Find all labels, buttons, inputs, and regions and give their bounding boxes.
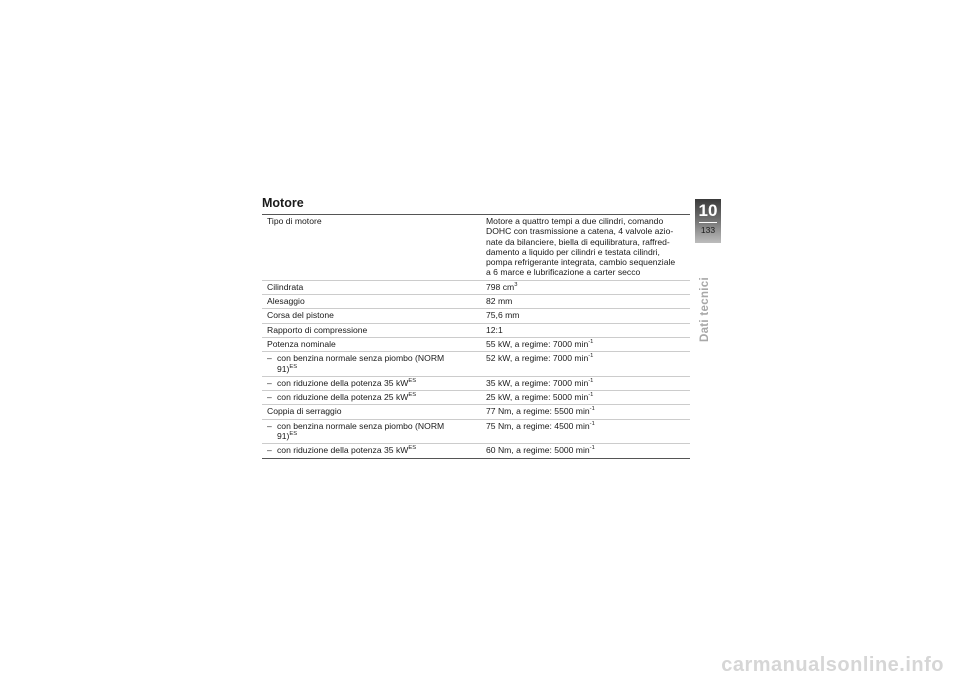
spec-value <box>473 444 690 458</box>
unit-superscript: -1 <box>589 406 595 413</box>
unit-superscript: 3 <box>514 281 518 288</box>
spec-value-text: 77 Nm, a regime: 5500 min <box>486 406 590 417</box>
table-row <box>262 391 690 405</box>
spec-value <box>473 280 690 294</box>
spec-value: 75,6 mm <box>473 309 690 323</box>
table-row <box>262 376 690 390</box>
spec-value-line: DOHC con trasmissione a catena, 4 valvole azio- <box>486 226 674 237</box>
spec-label: Coppia di serraggio <box>262 405 473 419</box>
spec-value <box>473 405 690 419</box>
spec-value-text: 798 cm <box>486 281 515 292</box>
spec-label: Potenza nominale <box>262 337 473 351</box>
dash-bullet: – <box>267 392 272 403</box>
spec-label: Tipo di motore <box>262 215 473 281</box>
spec-value <box>473 337 690 351</box>
dash-bullet: – <box>267 377 272 388</box>
spec-value-text: 25 kW, a regime: 5000 min <box>486 392 589 403</box>
spec-label-line: con benzina normale senza piombo (NORM <box>277 420 445 431</box>
spec-value <box>473 376 690 390</box>
spec-label: Alesaggio <box>262 295 473 309</box>
watermark: carmanualsonline.info <box>721 654 944 676</box>
dash-bullet: – <box>267 420 272 431</box>
unit-superscript: -1 <box>588 339 594 346</box>
spec-sub-label-text <box>267 445 473 455</box>
spec-sub-label <box>262 444 473 458</box>
spec-value-text: 60 Nm, a regime: 5000 min <box>486 445 590 456</box>
spec-label: Rapporto di compressione <box>262 323 473 337</box>
spec-value-text: 52 kW, a regime: 7000 min <box>486 353 589 364</box>
table-row <box>262 352 690 377</box>
table-row <box>262 419 690 444</box>
table-row <box>262 215 690 281</box>
footnote-marker: ES <box>408 445 417 452</box>
spec-label-line: con benzina normale senza piombo (NORM <box>277 353 445 364</box>
spec-label-line: con riduzione della potenza 35 kW <box>277 377 409 388</box>
spec-value <box>473 419 690 444</box>
spec-label-line: con riduzione della potenza 35 kW <box>277 445 409 456</box>
table-row <box>262 295 690 309</box>
table-row <box>262 323 690 337</box>
table-row <box>262 337 690 351</box>
chapter-tab-divider <box>699 222 717 223</box>
spec-sub-label-text <box>267 378 473 388</box>
footnote-marker: ES <box>408 392 417 399</box>
table-row <box>262 444 690 458</box>
engine-spec-table <box>262 214 690 459</box>
spec-label-line: 91) <box>277 363 290 374</box>
footnote-marker: ES <box>289 363 298 370</box>
spec-value-line: nate da bilanciere, biella di equilibratura, raffred- <box>486 236 670 247</box>
chapter-name: Dati tecnici <box>699 277 711 342</box>
spec-label-line: 91) <box>277 431 290 442</box>
spec-value-line: Motore a quattro tempi a due cilindri, comando <box>486 216 664 226</box>
dash-bullet: – <box>267 445 272 456</box>
table-row <box>262 280 690 294</box>
spec-value <box>473 352 690 377</box>
spec-sub-label <box>262 376 473 390</box>
spec-value <box>473 215 690 281</box>
spec-value <box>473 391 690 405</box>
spec-label: Corsa del pistone <box>262 309 473 323</box>
spec-sub-label-text <box>267 421 473 442</box>
spec-sub-label <box>262 419 473 444</box>
spec-value-line: damento a liquido per cilindri e testata cilindri, <box>486 246 660 257</box>
spec-label-line: con riduzione della potenza 25 kW <box>277 392 409 403</box>
spec-value-line: a 6 marce e lubrificazione a carter secco <box>486 267 641 278</box>
spec-label: Cilindrata <box>262 280 473 294</box>
spec-value-text: 35 kW, a regime: 7000 min <box>486 377 589 388</box>
unit-superscript: -1 <box>588 392 594 399</box>
spec-value-text: 55 kW, a regime: 7000 min <box>486 338 589 349</box>
spec-sub-label-text <box>267 353 473 374</box>
spec-value-line: pompa refrigerante integrata, cambio sequenziale <box>486 257 676 268</box>
unit-superscript: -1 <box>588 353 594 360</box>
spec-sub-label <box>262 352 473 377</box>
chapter-tab <box>695 199 721 243</box>
unit-superscript: -1 <box>589 420 595 427</box>
chapter-number: 10 <box>698 201 718 220</box>
table-row <box>262 405 690 419</box>
unit-superscript: -1 <box>589 445 595 452</box>
spec-value: 82 mm <box>473 295 690 309</box>
footnote-marker: ES <box>408 378 417 384</box>
page-number: 133 <box>700 225 716 235</box>
table-row <box>262 309 690 323</box>
section-title: Motore <box>262 196 304 210</box>
spec-sub-label <box>262 391 473 405</box>
spec-sub-label-text <box>267 392 473 402</box>
footnote-marker: ES <box>289 431 298 438</box>
spec-value-text: 75 Nm, a regime: 4500 min <box>486 420 590 431</box>
unit-superscript: -1 <box>588 378 594 384</box>
dash-bullet: – <box>267 353 272 364</box>
spec-value: 12:1 <box>473 323 690 337</box>
